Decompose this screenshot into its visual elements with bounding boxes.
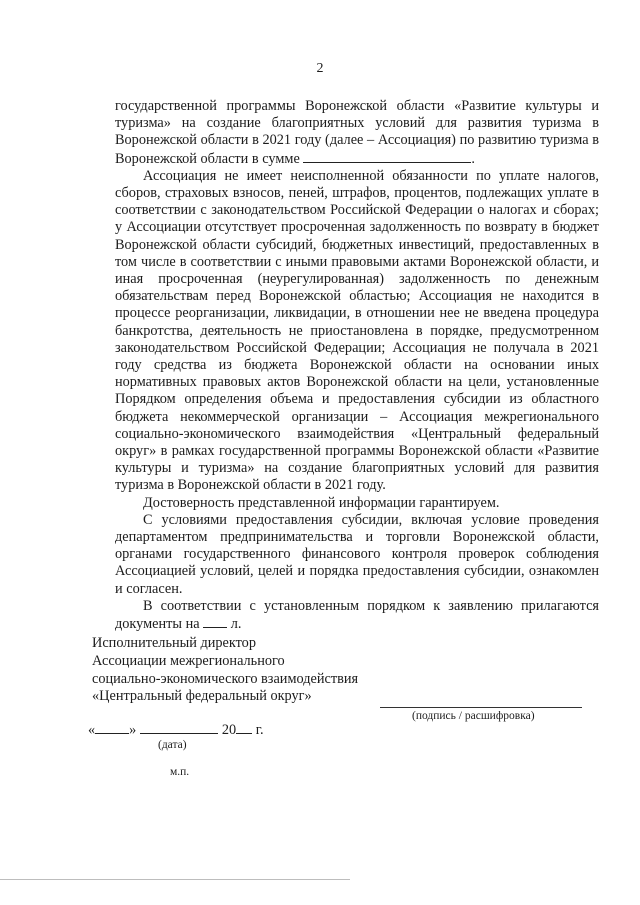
paragraph-text-end: л. bbox=[227, 616, 242, 633]
signatory-block bbox=[92, 635, 392, 706]
signatory-line: Ассоциации межрегионального bbox=[92, 652, 285, 669]
paragraph-text-end: . bbox=[471, 150, 475, 167]
page-count-blank-line bbox=[203, 615, 227, 628]
paragraph-guarantee: Достоверность представленной информации гарантируем. bbox=[143, 494, 500, 511]
paragraph-text: государственной программы Воронежской области «Развитие культуры и туризма» на создание благоприятных условий для развития туризма в Воронежской области в 2021 году (далее – Ассоциация) по развитию туризма в Воронежской области в сумме bbox=[115, 98, 599, 167]
year-prefix: 20 bbox=[221, 722, 237, 738]
signatory-line: Исполнительный директор bbox=[92, 635, 256, 651]
stamp-place-label: м.п. bbox=[170, 766, 190, 778]
scan-edge-line bbox=[0, 879, 350, 880]
document-body bbox=[115, 98, 599, 633]
month-blank-line bbox=[140, 721, 218, 734]
date-caption: (дата) bbox=[158, 739, 187, 751]
paragraph-attachments bbox=[115, 598, 599, 633]
signatory-line: «Центральный федеральный округ» bbox=[92, 688, 312, 705]
paragraph-association-status: Ассоциация не имеет неисполненной обязанности по уплате налогов, сборов, страховых взносов, пеней, штрафов, процентов, подлежащих уплате в соответствии с законодательством Российской Федерации о налогах и сборах; у Ассоциации отсутствует просроченная задолженность по возврату в бюджет Воронежской области субсидий, бюджетных инвестиций, предоставленных в том числе в соответствии с иными правовыми актами Воронежской области, и иная просроченная (неурегулированная) задолженность по денежным обязательствам перед Воронежской областью; Ассоциация не находится в процессе реорганизации, ликвидации, в отношении нее не введена процедура банкротства, деятельность не приостановлена в порядке, предусмотренном законодательством Российской Федерации; Ассоциация не получала в 2021 году средства из бюджета Воронежской области на основании иных нормативных правовых актов Воронежской области на цели, установленные Порядком определения объема и предоставления субсидии из областного бюджета некоммерческой организации – Ассоциация межрегионального социально-экономического взаимодействия «Центральный федеральный округ» в рамках государственной программы Воронежской области «Развитие культуры и туризма» на создание благоприятных условий для развития туризма в Воронежской области в 2021 году. bbox=[115, 167, 599, 494]
paragraph-text: В соответствии с установленным порядком к заявлению прилагаются документы на bbox=[115, 597, 599, 633]
signatory-line: социально-экономического взаимодействия bbox=[92, 670, 359, 687]
year-suffix: г. bbox=[252, 722, 264, 738]
paragraph-conditions: С условиями предоставления субсидии, включая условие проведения департаментом предпринимательства и торговли Воронежской области, органами государственного финансового контроля проверок соблюдения Ассоциацией условий, целей и порядка предоставления субсидии, ознакомлен и согласен. bbox=[115, 511, 599, 597]
day-blank-line bbox=[95, 721, 129, 734]
paragraph-continuation bbox=[115, 98, 599, 168]
date-open-quote: « bbox=[88, 722, 96, 738]
date-close-quote: » bbox=[129, 722, 137, 738]
sum-blank-line bbox=[303, 150, 471, 163]
page-number: 2 bbox=[316, 61, 324, 76]
signature-caption: (подпись / расшифровка) bbox=[412, 710, 535, 722]
year-blank-line bbox=[236, 721, 252, 734]
